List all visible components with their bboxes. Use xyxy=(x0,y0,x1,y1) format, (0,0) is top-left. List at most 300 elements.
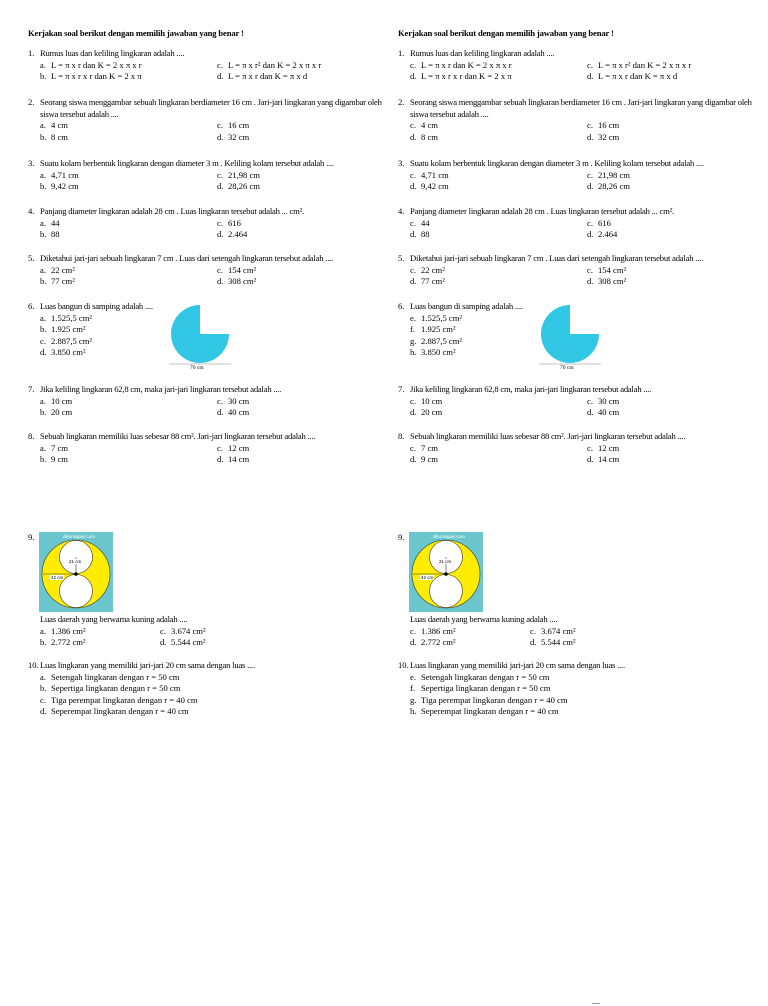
option-text: 4,71 cm xyxy=(421,169,449,180)
answer-option[interactable] xyxy=(40,672,385,684)
option-letter: c. xyxy=(40,335,46,346)
answer-option[interactable] xyxy=(40,132,217,144)
option-letter: d. xyxy=(530,637,537,647)
question-2 xyxy=(398,97,755,143)
option-text: 88 xyxy=(51,229,60,239)
option-text: 16 cm xyxy=(228,120,250,130)
option-text: 16 cm xyxy=(598,120,620,130)
worksheet-column-right xyxy=(398,28,755,716)
option-letter: d. xyxy=(587,229,594,239)
question-text: Panjang diameter lingkaran adalah 28 cm . Luas lingkaran tersebut adalah ... cm². xyxy=(40,206,304,216)
option-letter: a. xyxy=(40,625,46,636)
question-5 xyxy=(398,253,755,288)
option-text: 5.544 cm² xyxy=(171,637,206,647)
question-number: 4. xyxy=(398,206,405,216)
answer-options xyxy=(410,672,755,718)
answer-option[interactable] xyxy=(587,265,755,277)
answer-option[interactable] xyxy=(410,672,755,684)
answer-option[interactable] xyxy=(587,276,755,288)
option-text: 7 cm xyxy=(421,442,438,453)
option-letter: d. xyxy=(217,407,224,417)
answer-option[interactable] xyxy=(587,443,755,455)
option-text: 22 cm² xyxy=(421,264,445,275)
option-letter: d. xyxy=(410,276,417,286)
option-letter: c. xyxy=(217,217,223,228)
option-text: Seperempat lingkaran dengan r = 40 cm xyxy=(51,706,189,716)
question-number: 10. xyxy=(28,660,39,670)
answer-option[interactable] xyxy=(40,265,217,277)
question-number: 2. xyxy=(398,97,405,107)
question-number: 1. xyxy=(398,48,405,58)
option-letter: d. xyxy=(160,637,167,647)
worksheet-column-left xyxy=(28,28,385,716)
question-number: 7. xyxy=(398,384,405,394)
diameter-label: 42 cm xyxy=(51,575,64,580)
question-8 xyxy=(398,431,755,466)
option-text: 40 cm xyxy=(228,407,250,417)
option-letter: d. xyxy=(217,229,224,239)
option-text: 7 cm xyxy=(51,442,68,453)
option-text: L = π x r x r dan K = 2 x π xyxy=(51,71,142,81)
answer-option[interactable] xyxy=(410,695,755,707)
answer-options xyxy=(410,60,755,83)
answer-options xyxy=(40,60,385,83)
option-letter: e. xyxy=(410,312,416,323)
answer-options xyxy=(40,626,385,649)
answer-option[interactable] xyxy=(587,170,755,182)
option-letter: d. xyxy=(587,71,594,81)
option-letter: d. xyxy=(217,71,224,81)
option-text: Tiga perempat lingkaran dengan r = 40 cm xyxy=(421,694,568,705)
answer-option[interactable] xyxy=(410,265,587,277)
option-text: 2.772 cm² xyxy=(421,637,456,647)
answer-option[interactable] xyxy=(410,626,530,638)
option-text: 3.850 cm² xyxy=(51,347,86,357)
option-text: L = π x r dan K = 2 x π x r xyxy=(51,59,142,70)
option-text: 20 cm xyxy=(51,407,73,417)
question-number: 3. xyxy=(28,158,35,168)
answer-option[interactable] xyxy=(217,120,385,132)
option-text: 8 cm xyxy=(51,131,68,142)
answer-option[interactable] xyxy=(587,71,755,83)
option-letter: c. xyxy=(217,59,223,70)
answer-option[interactable] xyxy=(40,454,217,466)
option-letter: c. xyxy=(587,120,593,130)
answer-option[interactable] xyxy=(40,71,217,83)
answer-option[interactable] xyxy=(40,695,385,707)
answer-option[interactable] xyxy=(410,181,587,193)
option-text: 44 xyxy=(51,217,60,228)
answer-option[interactable] xyxy=(217,454,385,466)
question-number: 6. xyxy=(398,301,405,311)
radius-label: 21 cm xyxy=(439,559,452,564)
option-text: 1.386 cm² xyxy=(51,625,86,636)
figure-site-label: dikonsigasi.com xyxy=(433,534,466,539)
answer-option[interactable] xyxy=(410,218,587,230)
answer-option[interactable] xyxy=(587,407,755,419)
option-text: 1.525,5 cm² xyxy=(421,312,463,323)
option-letter: a. xyxy=(40,59,46,70)
option-text: L = π x r² dan K = 2 x π x r xyxy=(228,59,322,70)
question-text: Jika keliling lingkaran 62,8 cm, maka jari-jari lingkaran tersebut adalah .... xyxy=(410,384,652,394)
question-10 xyxy=(398,660,755,718)
question-number: 6. xyxy=(28,301,35,311)
option-letter: c. xyxy=(410,264,416,275)
question-text: Sebuah lingkaran memiliki luas sebesar 88 cm². Jari-jari lingkaran tersebut adalah .... xyxy=(410,431,686,441)
option-letter: c. xyxy=(40,694,46,705)
answer-option[interactable] xyxy=(217,229,385,241)
answer-options xyxy=(410,120,755,143)
option-letter: c. xyxy=(217,264,223,275)
instructions: Kerjakan soal berikut dengan memilih jawaban yang benar ! xyxy=(398,28,614,38)
answer-option[interactable] xyxy=(587,132,755,144)
option-letter: e. xyxy=(410,671,416,682)
answer-option[interactable] xyxy=(40,396,217,408)
option-letter: c. xyxy=(410,395,416,406)
question-number: 9. xyxy=(28,532,35,542)
option-letter: d. xyxy=(410,181,417,191)
answer-option[interactable] xyxy=(40,218,217,230)
answer-option[interactable] xyxy=(217,132,385,144)
option-letter: d. xyxy=(217,181,224,191)
question-6 xyxy=(28,301,385,371)
answer-option[interactable] xyxy=(217,218,385,230)
option-text: 616 xyxy=(228,217,241,228)
answer-option[interactable] xyxy=(217,170,385,182)
answer-option[interactable] xyxy=(530,637,698,649)
option-letter: d. xyxy=(587,407,594,417)
answer-option[interactable] xyxy=(410,443,587,455)
option-text: 5.544 cm² xyxy=(541,637,576,647)
answer-option[interactable] xyxy=(410,71,587,83)
answer-options xyxy=(40,265,385,288)
option-letter: a. xyxy=(40,395,46,406)
option-letter: a. xyxy=(40,169,46,180)
option-letter: d. xyxy=(587,276,594,286)
option-text: 12 cm xyxy=(228,442,250,453)
question-text: Luas lingkaran yang memiliki jari-jari 20 cm sama dengan luas .... xyxy=(40,660,255,670)
answer-option[interactable] xyxy=(410,276,587,288)
question-4 xyxy=(398,206,755,241)
question-8 xyxy=(28,431,385,466)
question-text: Luas bangun di samping adalah .... xyxy=(410,301,523,311)
answer-option[interactable] xyxy=(217,396,385,408)
circles-diagram-icon xyxy=(39,532,113,612)
option-text: 21,98 cm xyxy=(598,169,630,180)
question-text: Luas daerah yang berwarna kuning adalah .... xyxy=(40,614,188,624)
three-quarter-circle-figure xyxy=(169,303,231,371)
question-number: 5. xyxy=(398,253,405,263)
option-letter: d. xyxy=(217,454,224,464)
option-letter: b. xyxy=(40,683,47,693)
question-text: Suatu kolam berbentuk lingkaran dengan diameter 3 m . Keliling kolam tersebut adalah .... xyxy=(40,158,334,168)
answer-options xyxy=(40,672,385,718)
option-text: 154 cm² xyxy=(228,264,257,275)
question-5 xyxy=(28,253,385,288)
answer-option[interactable] xyxy=(410,229,587,241)
option-letter: a. xyxy=(40,671,46,682)
answer-options xyxy=(410,218,755,241)
two-circles-figure xyxy=(409,532,483,614)
option-text: L = π x r dan K = π x d xyxy=(598,71,678,81)
question-number: 3. xyxy=(398,158,405,168)
answer-option[interactable] xyxy=(40,626,160,638)
answer-option[interactable] xyxy=(410,120,587,132)
answer-option[interactable] xyxy=(40,60,217,72)
option-letter: a. xyxy=(40,264,46,275)
answer-option[interactable] xyxy=(40,120,217,132)
answer-options xyxy=(40,120,385,143)
question-text: Luas daerah yang berwarna kuning adalah .... xyxy=(410,614,558,624)
answer-option[interactable] xyxy=(217,407,385,419)
answer-option[interactable] xyxy=(530,626,698,638)
option-letter: c. xyxy=(587,169,593,180)
answer-option[interactable] xyxy=(587,229,755,241)
option-letter: b. xyxy=(40,181,47,191)
answer-options xyxy=(410,265,755,288)
option-text: Sepertiga lingkaran dengan r = 50 cm xyxy=(421,683,551,693)
answer-options xyxy=(40,443,385,466)
question-3 xyxy=(28,158,385,193)
option-text: 8 cm xyxy=(421,131,438,142)
answer-option[interactable] xyxy=(587,396,755,408)
answer-option[interactable] xyxy=(217,181,385,193)
option-text: 28,26 cm xyxy=(228,181,260,191)
answer-option[interactable] xyxy=(217,276,385,288)
option-letter: c. xyxy=(160,625,166,636)
question-4 xyxy=(28,206,385,241)
option-letter: d. xyxy=(587,131,594,142)
answer-options xyxy=(40,170,385,193)
question-3 xyxy=(398,158,755,193)
answer-option[interactable] xyxy=(410,706,755,718)
option-text: 40 cm xyxy=(598,407,620,417)
answer-option[interactable] xyxy=(587,60,755,72)
option-letter: c. xyxy=(410,625,416,636)
option-text: Seperempat lingkaran dengan r = 40 cm xyxy=(421,706,559,716)
option-text: 308 cm² xyxy=(598,276,627,286)
option-letter: c. xyxy=(587,59,593,70)
option-text: 154 cm² xyxy=(598,264,627,275)
answer-option[interactable] xyxy=(587,120,755,132)
question-text: Luas lingkaran yang memiliki jari-jari 20 cm sama dengan luas .... xyxy=(410,660,625,670)
option-letter: b. xyxy=(40,407,47,417)
question-number: 8. xyxy=(398,431,405,441)
option-letter: a. xyxy=(40,312,46,323)
question-number: 8. xyxy=(28,431,35,441)
option-letter: d. xyxy=(410,407,417,417)
question-1 xyxy=(28,48,385,83)
option-letter: c. xyxy=(217,395,223,406)
option-text: 616 xyxy=(598,217,611,228)
three-quarter-circle-icon xyxy=(169,303,231,365)
option-letter: g. xyxy=(410,335,417,346)
answer-option[interactable] xyxy=(410,132,587,144)
option-text: 32 cm xyxy=(598,131,620,142)
option-text: 3.850 cm² xyxy=(421,347,456,357)
option-letter: c. xyxy=(410,59,416,70)
answer-options xyxy=(410,170,755,193)
question-text: Rumus luas dan keliling lingkaran adalah .... xyxy=(40,48,185,58)
question-text: Diketahui jari-jari sebuah lingkaran 7 cm . Luas dari setengah lingkaran tersebut adalah .... xyxy=(410,253,704,263)
answer-option[interactable] xyxy=(217,443,385,455)
answer-option[interactable] xyxy=(40,443,217,455)
question-text: Luas bangun di samping adalah .... xyxy=(40,301,153,311)
answer-option[interactable] xyxy=(40,276,217,288)
question-7 xyxy=(28,384,385,419)
question-text: Seorang siswa menggambar sebuah lingkaran berdiameter 16 cm . Jari-jari lingkaran yang digambar oleh siswa tersebut adalah .... xyxy=(410,97,752,119)
option-letter: d. xyxy=(410,131,417,142)
option-letter: b. xyxy=(40,229,47,239)
option-letter: b. xyxy=(40,276,47,286)
answer-option[interactable] xyxy=(587,454,755,466)
question-text: Rumus luas dan keliling lingkaran adalah .... xyxy=(410,48,555,58)
option-letter: c. xyxy=(217,442,223,453)
option-text: 3.674 cm² xyxy=(171,625,206,636)
figure-caption: 70 cm xyxy=(190,365,204,371)
answer-options xyxy=(410,443,755,466)
answer-option[interactable] xyxy=(40,181,217,193)
option-text: 77 cm² xyxy=(51,276,75,286)
question-2 xyxy=(28,97,385,143)
question-7 xyxy=(398,384,755,419)
option-letter: d. xyxy=(410,71,417,81)
option-letter: c. xyxy=(587,217,593,228)
option-letter: d. xyxy=(410,637,417,647)
option-text: 308 cm² xyxy=(228,276,257,286)
question-text: Diketahui jari-jari sebuah lingkaran 7 cm . Luas dari setengah lingkaran tersebut adalah .... xyxy=(40,253,334,263)
answer-option[interactable] xyxy=(217,60,385,72)
answer-option[interactable] xyxy=(40,683,385,695)
answer-option[interactable] xyxy=(410,170,587,182)
question-number: 2. xyxy=(28,97,35,107)
question-number: 9. xyxy=(398,532,405,542)
option-letter: h. xyxy=(410,706,417,716)
option-letter: c. xyxy=(410,442,416,453)
answer-option[interactable] xyxy=(40,706,385,718)
answer-option[interactable] xyxy=(217,265,385,277)
option-text: 1.925 cm² xyxy=(421,324,456,334)
option-text: 30 cm xyxy=(228,395,250,406)
option-letter: b. xyxy=(40,637,47,647)
option-letter: a. xyxy=(40,217,46,228)
answer-options xyxy=(410,396,755,419)
question-number: 7. xyxy=(28,384,35,394)
option-letter: f. xyxy=(410,683,416,693)
diameter-label: 42 cm xyxy=(421,575,434,580)
figure-site-label: dikonsigasi.com xyxy=(63,534,96,539)
option-letter: b. xyxy=(40,131,47,142)
option-text: 20 cm xyxy=(421,407,443,417)
answer-option[interactable] xyxy=(410,683,755,695)
option-text: 2.772 cm² xyxy=(51,637,86,647)
question-9 xyxy=(28,532,385,649)
answer-option[interactable] xyxy=(160,637,328,649)
instructions: Kerjakan soal berikut dengan memilih jawaban yang benar ! xyxy=(28,28,244,38)
answer-option[interactable] xyxy=(410,637,530,649)
option-letter: b. xyxy=(40,324,47,334)
figure-caption: 70 cm xyxy=(560,365,574,371)
option-text: 2.887,5 cm² xyxy=(51,335,93,346)
answer-option[interactable] xyxy=(410,407,587,419)
question-1 xyxy=(398,48,755,83)
option-letter: b. xyxy=(40,454,47,464)
option-text: 14 cm xyxy=(598,454,620,464)
option-text: 9 cm xyxy=(51,454,68,464)
answer-option[interactable] xyxy=(410,396,587,408)
option-text: 10 cm xyxy=(421,395,443,406)
question-text: Panjang diameter lingkaran adalah 28 cm . Luas lingkaran tersebut adalah ... cm². xyxy=(410,206,674,216)
option-letter: f. xyxy=(410,324,416,334)
page-mark xyxy=(592,1003,600,1004)
question-6 xyxy=(398,301,755,371)
option-text: L = π x r dan K = 2 x π x r xyxy=(421,59,512,70)
option-text: 4,71 cm xyxy=(51,169,79,180)
answer-option[interactable] xyxy=(160,626,328,638)
option-text: Tiga perempat lingkaran dengan r = 40 cm xyxy=(51,694,198,705)
option-letter: c. xyxy=(217,120,223,130)
two-circles-figure xyxy=(39,532,113,614)
option-text: 88 xyxy=(421,229,430,239)
option-text: 28,26 cm xyxy=(598,181,630,191)
option-text: 1.525,5 cm² xyxy=(51,312,93,323)
option-text: 1.925 cm² xyxy=(51,324,86,334)
option-letter: d. xyxy=(410,454,417,464)
option-letter: h. xyxy=(410,347,417,357)
option-text: Setengah lingkaran dengan r = 50 cm xyxy=(51,671,180,682)
option-text: 14 cm xyxy=(228,454,250,464)
answer-option[interactable] xyxy=(40,637,160,649)
answer-option[interactable] xyxy=(217,71,385,83)
question-9 xyxy=(398,532,755,649)
answer-option[interactable] xyxy=(40,229,217,241)
option-letter: c. xyxy=(587,442,593,453)
question-text: Jika keliling lingkaran 62,8 cm, maka jari-jari lingkaran tersebut adalah .... xyxy=(40,384,282,394)
option-letter: d. xyxy=(40,347,47,357)
answer-option[interactable] xyxy=(40,407,217,419)
answer-option[interactable] xyxy=(40,170,217,182)
option-text: 1.386 cm² xyxy=(421,625,456,636)
option-text: 9,42 cm xyxy=(51,181,79,191)
option-text: 30 cm xyxy=(598,395,620,406)
option-text: 44 xyxy=(421,217,430,228)
option-letter: c. xyxy=(410,169,416,180)
question-number: 5. xyxy=(28,253,35,263)
option-text: 4 cm xyxy=(421,120,438,130)
circles-diagram-icon xyxy=(409,532,483,612)
radius-label: 21 cm xyxy=(69,559,82,564)
question-text: Suatu kolam berbentuk lingkaran dengan diameter 3 m . Keliling kolam tersebut adalah .... xyxy=(410,158,704,168)
answer-option[interactable] xyxy=(587,218,755,230)
option-letter: c. xyxy=(587,264,593,275)
option-text: 4 cm xyxy=(51,120,68,130)
option-letter: g. xyxy=(410,694,417,705)
question-text: Seorang siswa menggambar sebuah lingkaran berdiameter 16 cm . Jari-jari lingkaran yang digambar oleh siswa tersebut adalah .... xyxy=(40,97,382,119)
option-text: Setengah lingkaran dengan r = 50 cm xyxy=(421,671,550,682)
question-number: 10. xyxy=(398,660,409,670)
option-text: Sepertiga lingkaran dengan r = 50 cm xyxy=(51,683,181,693)
option-text: 12 cm xyxy=(598,442,620,453)
option-text: L = π x r x r dan K = 2 x π xyxy=(421,71,512,81)
option-text: 9,42 cm xyxy=(421,181,449,191)
answer-option[interactable] xyxy=(410,60,587,72)
three-quarter-circle-icon xyxy=(539,303,601,365)
answer-option[interactable] xyxy=(410,454,587,466)
option-letter: d. xyxy=(587,181,594,191)
answer-option[interactable] xyxy=(587,181,755,193)
option-text: L = π x r dan K = π x d xyxy=(228,71,308,81)
option-letter: d. xyxy=(587,454,594,464)
